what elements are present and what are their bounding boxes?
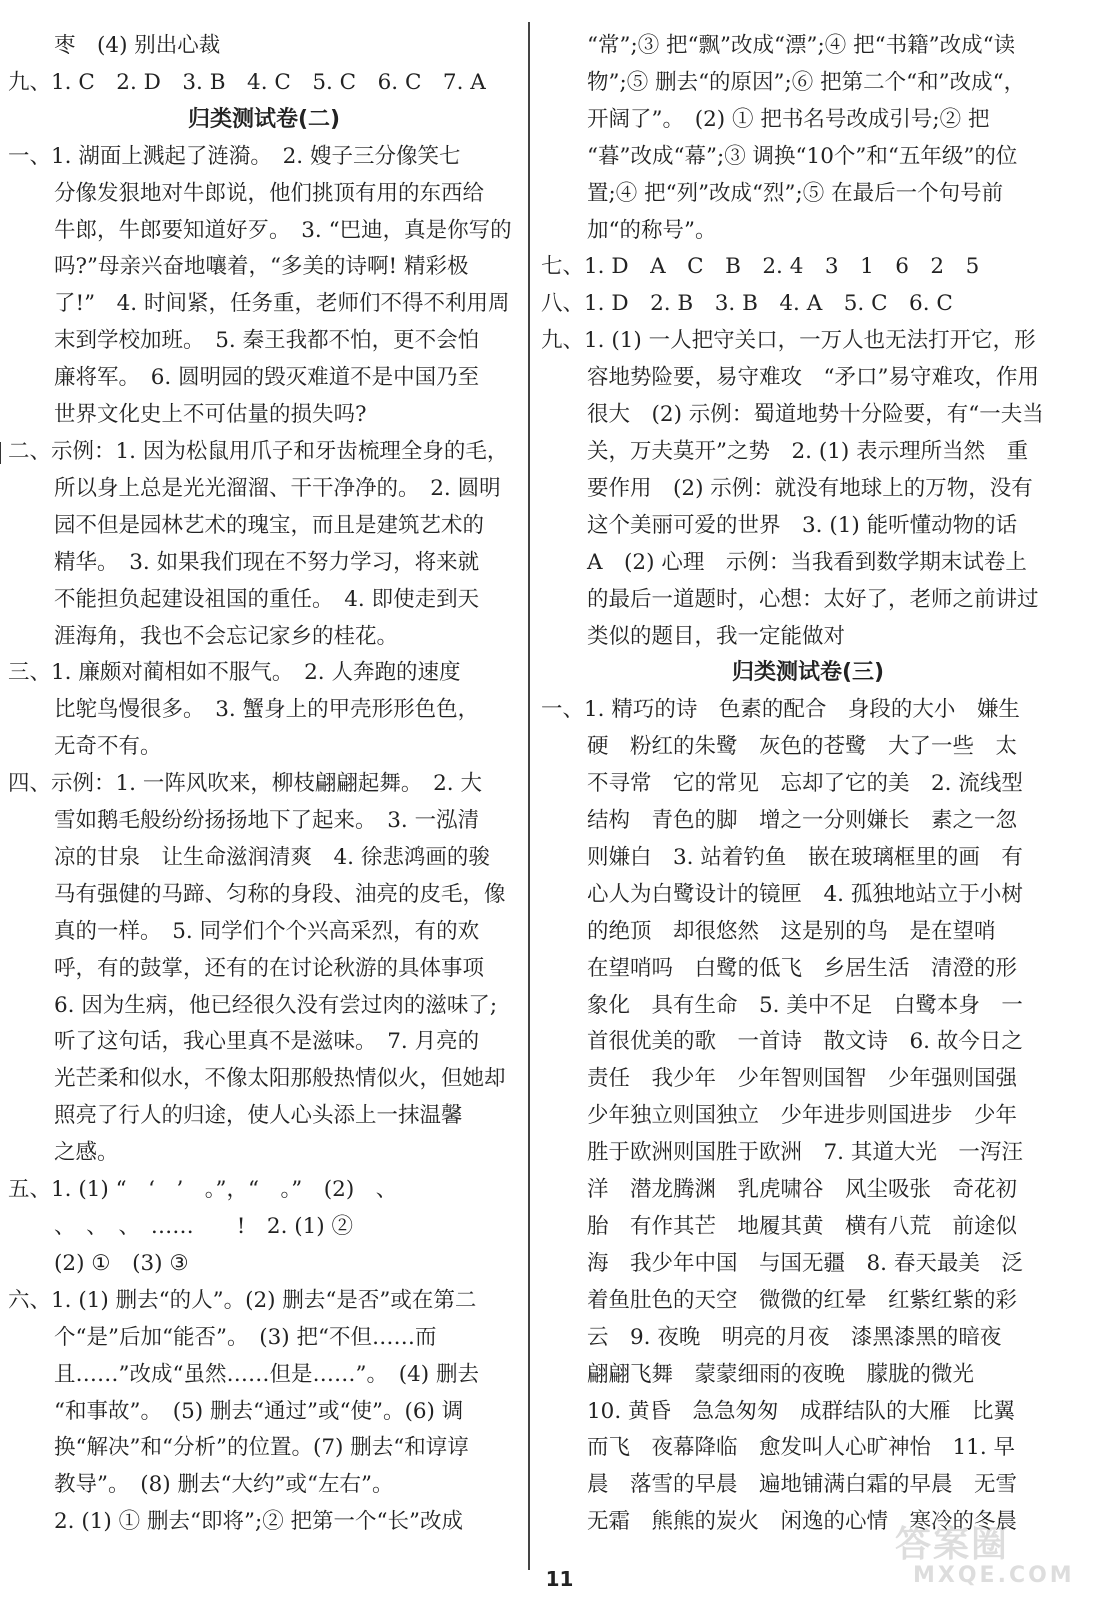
answer-line: 很大 (2) 示例：蜀道地势十分险要，有“一夫当 [587, 402, 1044, 428]
answer-line: 六、1. (1) 删去“的人”。(2) 删去“是否”或在第二 [8, 1287, 477, 1313]
answer-line: 、 、 、 …… ! 2. (1) ② [54, 1214, 354, 1239]
left-column [8, 28, 520, 1541]
answer-line: 雪如鹅毛般纷纷扬扬地下了起来。 3. 一泓清 [54, 808, 480, 834]
answer-line: 象化 具有生命 5. 美中不足 白鹭本身 一 [587, 992, 1023, 1018]
answer-line: 真的一样。 5. 同学们个个兴高采烈，有的欢 [54, 918, 480, 944]
section-heading: 归类测试卷(三) [731, 660, 885, 686]
answer-line: 涯海角，我也不会忘记家乡的桂花。 [54, 623, 399, 649]
answer-line: 照亮了行人的归途，使人心头添上一抹温馨 [54, 1103, 463, 1129]
answer-line: 比鸵鸟慢很多。 3. 蟹身上的甲壳形形色色， [54, 697, 480, 723]
answer-line: 晨 落雪的早晨 遍地铺满白霜的早晨 无雪 [587, 1472, 1018, 1498]
answer-line: 九、1. C 2. D 3. B 4. C 5. C 6. C 7. A [8, 69, 486, 95]
answer-line: 硬 粉红的朱鹭 灰色的苍鹭 大了一些 太 [587, 734, 1018, 760]
answer-line: 分像发狠地对牛郎说，他们挑顶有用的东西给 [54, 180, 485, 206]
answer-line: 结构 青色的脚 增之一分则嫌长 素之一忽 [587, 808, 1018, 834]
answer-line: 五、1. (1) “ ‘ ’ 。”，“ 。” (2) 、 [8, 1177, 398, 1203]
answer-line: 10. 黄昏 急急匆匆 成群结队的大雁 比翼 [587, 1398, 1016, 1424]
answer-line: 容地势险要，易守难攻 “矛口”易守难攻，作用 [587, 365, 1039, 391]
answer-line: 要作用 (2) 示例：就没有地球上的万物，没有 [587, 475, 1033, 501]
answer-line: 之感。 [54, 1140, 119, 1166]
answer-line: 少年独立则国独立 少年进步则国进步 少年 [587, 1103, 1018, 1129]
answer-line: 云 9. 夜晚 明亮的月夜 漆黑漆黑的暗夜 [587, 1324, 1002, 1350]
answer-line: 洋 潜龙腾渊 乳虎啸谷 风尘吸张 奇花初 [587, 1177, 1018, 1203]
answer-line: 则嫌白 3. 站着钓鱼 嵌在玻璃框里的画 有 [587, 844, 1023, 870]
answer-line: 一、1. 精巧的诗 色素的配合 身段的大小 嫌生 [541, 697, 1020, 723]
answer-line: 类似的题目，我一定能做对 [587, 623, 846, 649]
watermark-url: MXQE.COM [913, 1563, 1075, 1588]
answer-line: 枣 (4) 别出心裁 [54, 33, 221, 58]
watermark-title: 答案圈 [895, 1524, 1010, 1565]
answer-line: 不能担负起建设祖国的重任。 4. 即使走到天 [54, 586, 480, 612]
answer-line: 不寻常 它的常见 忘却了它的美 2. 流线型 [587, 771, 1023, 797]
answer-line: 的最后一道题时，心想：太好了，老师之前讲过 [587, 586, 1039, 612]
answer-line: 着鱼肚色的天空 微微的红晕 红紫红紫的彩 [587, 1287, 1018, 1313]
answer-line: 末到学校加班。 5. 秦王我都不怕，更不会怕 [54, 328, 480, 354]
answer-line: A (2) 心理 示例：当我看到数学期末试卷上 [587, 549, 1027, 575]
answer-line: 这个美丽可爱的世界 3. (1) 能听懂动物的话 [587, 512, 1018, 538]
answer-line: 首很优美的歌 一首诗 散文诗 6. 故今日之 [587, 1029, 1023, 1055]
answer-line: 翩翩飞舞 蒙蒙细雨的夜晚 朦胧的微光 [587, 1361, 975, 1387]
answer-line: 物”;⑤ 删去“的原因”;⑥ 把第二个“和”改成“， [587, 69, 1026, 95]
answer-line: “暮”改成“幕”;③ 调换“10个”和“五年级”的位 [587, 143, 1018, 169]
answer-line: “常”;③ 把“飘”改成“漂”;④ 把“书籍”改成“读 [587, 33, 1016, 58]
answer-line: 八、1. D 2. B 3. B 4. A 5. C 6. C [541, 291, 953, 317]
answer-line: 责任 我少年 少年智则国智 少年强则国强 [587, 1066, 1018, 1092]
answer-line: 2. (1) ① 删去“即将”;② 把第一个“长”改成 [54, 1509, 464, 1535]
answer-line: 二、示例：1. 因为松鼠用爪子和牙齿梳理全身的毛， [8, 438, 509, 464]
answer-line: 而飞 夜幕降临 愈发叫人心旷神怡 11. 早 [587, 1435, 1016, 1461]
answer-line: 吗?”母亲兴奋地嚷着，“多美的诗啊! 精彩极 [54, 254, 469, 280]
answer-line: 无霜 熊熊的炭火 闲逸的心情 寒冷的冬晨 [587, 1509, 1018, 1535]
answer-line: 七、1. D A C B 2. 4 3 1 6 2 5 [541, 254, 980, 280]
answer-line: 所以身上总是光光溜溜、干干净净的。 2. 圆明 [54, 475, 501, 501]
answer-line: 的绝顶 却很悠然 这是别的鸟 是在望哨 [587, 918, 996, 944]
answer-line: “和事故”。 (5) 删去“通过”或“使”。(6) 调 [54, 1398, 464, 1424]
answer-line: 换“解决”和“分析”的位置。(7) 删去“和谆谆 [54, 1435, 469, 1461]
answer-line: 三、1. 廉颇对蔺相如不服气。 2. 人奔跑的速度 [8, 660, 461, 686]
answer-line: 在望哨吗 白鹭的低飞 乡居生活 清澄的形 [587, 955, 1018, 981]
answer-line: 6. 因为生病，他已经很久没有尝过肉的滋味了; [54, 992, 498, 1018]
answer-line: 马有强健的马蹄、匀称的身段、油亮的皮毛，像 [54, 881, 506, 907]
answer-line: 呼，有的鼓掌，还有的在讨论秋游的具体事项 [54, 955, 485, 981]
answer-line: 海 我少年中国 与国无疆 8. 春天最美 泛 [587, 1250, 1023, 1276]
answer-line: 无奇不有。 [54, 734, 162, 760]
answer-line: 九、1. (1) 一人把守关口，一万人也无法打开它，形 [541, 328, 1036, 354]
answer-line: 廉将军。 6. 圆明园的毁灭难道不是中国乃至 [54, 365, 480, 391]
answer-line: 心人为白鹭设计的镜匣 4. 孤独地站立于小树 [587, 881, 1023, 907]
answer-line: 加“的称号”。 [587, 217, 717, 243]
section-heading: 归类测试卷(二) [187, 106, 341, 132]
answer-line: 牛郎，牛郎要知道好歹。 3. “巴迪，真是你写的 [54, 217, 512, 243]
answer-line: (2) ① (3) ③ [54, 1250, 189, 1276]
answer-line: 置;④ 把“列”改成“烈”;⑤ 在最后一个句号前 [587, 180, 1004, 206]
column-divider [528, 22, 530, 1570]
answer-line: 一、1. 湖面上溅起了涟漪。 2. 嫂子三分像笑七 [8, 143, 461, 169]
answer-line: 且……”改成“虽然……但是……”。 (4) 删去 [54, 1361, 480, 1387]
answer-line: 凉的甘泉 让生命滋润清爽 4. 徐悲鸿画的骏 [54, 844, 490, 870]
watermark [895, 1526, 1105, 1592]
answer-line: 胜于欧洲则国胜于欧洲 7. 其道大光 一泻汪 [587, 1140, 1023, 1166]
answer-line: 个“是”后加“能否”。 (3) 把“不但……而 [54, 1324, 437, 1350]
right-column [541, 28, 1075, 1541]
answer-line: 听了这句话，我心里真不是滋味。 7. 月亮的 [54, 1029, 480, 1055]
page-number: 11 [545, 1567, 574, 1591]
answer-line: 了!” 4. 时间紧，任务重，老师们不得不利用周 [54, 291, 510, 317]
answer-line: 开阔了”。 (2) ① 把书名号改成引号;② 把 [587, 106, 990, 132]
answer-line: 园不但是园林艺术的瑰宝，而且是建筑艺术的 [54, 512, 485, 538]
answer-line: 世界文化史上不可估量的损失吗? [54, 402, 367, 428]
answer-line: 四、示例：1. 一阵风吹来，柳枝翩翩起舞。 2. 大 [8, 771, 482, 797]
answer-line: 教导”。 (8) 删去“大约”或“左右”。 [54, 1472, 394, 1498]
answer-line: 光芒柔和似水，不像太阳那般热情似火，但她却 [54, 1066, 506, 1092]
answer-line: 关，万夫莫开”之势 2. (1) 表示理所当然 重 [587, 438, 1029, 464]
margin-mark [0, 442, 7, 464]
answer-line: 胎 有作其芒 地履其黄 横有八荒 前途似 [587, 1214, 1018, 1239]
answer-line: 精华。 3. 如果我们现在不努力学习，将来就 [54, 549, 480, 575]
